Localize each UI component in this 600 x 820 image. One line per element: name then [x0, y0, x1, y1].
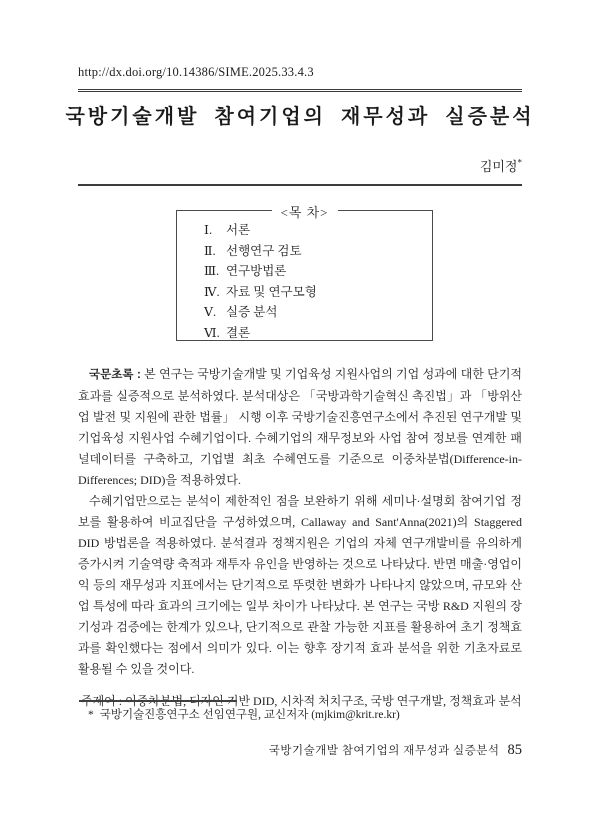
toc-item-label: 결론: [226, 325, 251, 340]
toc-heading: <목 차>: [271, 202, 337, 221]
running-title: 국방기술개발 참여기업의 재무성과 실증분석: [268, 745, 500, 757]
toc-item-numeral: Ⅵ.: [204, 325, 220, 340]
footnote-text: 국방기술진흥연구소 선임연구원, 교신저자 (mjkim@krit.re.kr): [99, 709, 400, 721]
toc-item-introduction: [204, 220, 432, 241]
footnote-marker: *: [88, 709, 94, 721]
title-block-rule: [78, 184, 522, 186]
abstract-paragraph-1-text: 본 연구는 국방기술개발 및 기업육성 지원사업의 기업 성과에 대한 단기적 효과를 실증적으로 분석하였다. 분석대상은 「국방과학기술혁신 촉진법」과 「방위산업 발전 및 지원에 관한 법률」 시행 이후 국방기술진흥연구소에서 추진된 연구개발 및 기업육성 지원사업 수혜기업이다. 수혜기업의 재무정보와 사업 참여 정보를 연계한 패널데이터를 구축하고, 기업별 최초 수혜연도를 기준으로 이중차분법(Difference-in-Differences; DID)을 적용하였다.: [78, 367, 522, 487]
abstract-section: [78, 364, 522, 712]
page-footer: [78, 742, 522, 759]
toc-item-methodology: [204, 261, 432, 282]
table-of-contents-box: [176, 205, 433, 341]
toc-item-conclusion: [204, 323, 432, 344]
abstract-paragraph-1: [78, 364, 522, 491]
abstract-paragraph-2: 수혜기업만으로는 분석이 제한적인 점을 보완하기 위해 세미나·설명회 참여기업 정보를 활용하여 비교집단을 구성하였으며, Callaway and Sant'Anna(2021)의 Staggered DID 방법론을 적용하였다. 분석결과 정책지원은 기업의 자체 연구개발비를 유의하게 증가시켜 기술역량 축적과 재투자 유인을 반영하는 것으로 나타났다. 반면 매출·영업이익 등의 재무성과 지표에서는 단기적으로 뚜렷한 변화가 나타나지 않았으며, 규모와 산업 특성에 따라 효과의 크기에는 일부 차이가 나타났다. 본 연구는 국방 R&D 지원의 장기성과 검증에는 한계가 있으나, 단기적으로 관찰 가능한 지표를 활용하여 초기 정책효과를 확인했다는 점에서 의미가 있다. 이는 향후 장기적 효과 분석을 위한 기초자료로 활용될 수 있을 것이다.: [78, 494, 522, 676]
toc-list: [177, 211, 432, 343]
paper-title: 국방기술개발 참여기업의 재무성과 실증분석: [65, 106, 535, 128]
keywords-label: 주제어 :: [81, 694, 123, 708]
toc-item-data-model: [204, 282, 432, 303]
footnote-rule: [79, 700, 237, 702]
keywords-text: 이중차분법, 디자인 기반 DID, 시차적 처치구조, 국방 연구개발, 정책효과 분석: [125, 694, 522, 708]
toc-item-numeral: Ⅰ.: [204, 223, 213, 237]
author-name: 김미정: [479, 159, 518, 174]
toc-item-label: 자료 및 연구모형: [226, 284, 317, 299]
toc-item-numeral: Ⅴ.: [204, 305, 217, 319]
header-double-rule: [78, 89, 522, 92]
page-number: 85: [507, 742, 522, 758]
doi-link[interactable]: http://dx.doi.org/10.14386/SIME.2025.33.4.3: [78, 65, 314, 79]
toc-item-numeral: Ⅳ.: [204, 284, 220, 299]
toc-item-label: 실증 분석: [226, 305, 278, 319]
author-line: [78, 156, 522, 175]
abstract-label: 국문초록 :: [89, 369, 141, 381]
toc-item-numeral: Ⅲ.: [204, 264, 220, 278]
toc-item-empirical-analysis: [204, 302, 432, 323]
toc-item-label: 연구방법론: [226, 264, 287, 278]
toc-item-numeral: Ⅱ.: [204, 243, 216, 258]
toc-item-label: 선행연구 검토: [226, 243, 302, 258]
author-affiliation-footnote: [88, 706, 522, 722]
toc-item-label: 서론: [226, 223, 251, 237]
toc-item-literature-review: [204, 241, 432, 262]
author-footnote-mark: *: [517, 157, 522, 168]
